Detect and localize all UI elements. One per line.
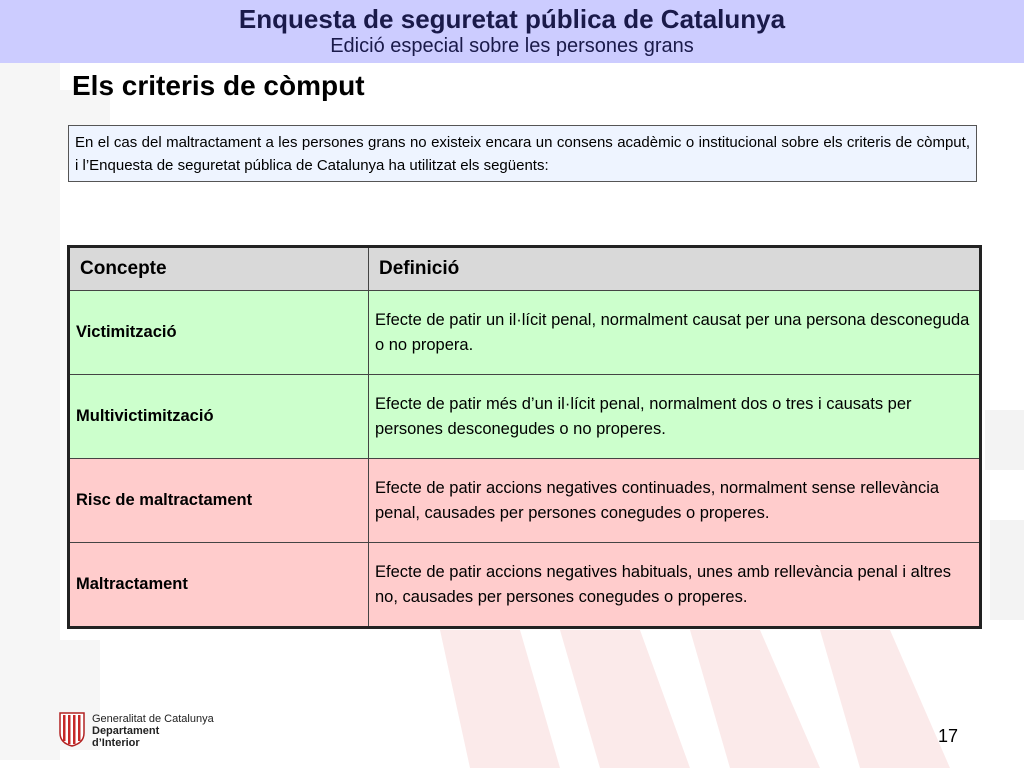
logo-line-3: d’Interior [92, 737, 140, 749]
logo-line-2: Departament [92, 725, 160, 737]
definition-cell: Efecte de patir més d’un il·lícit penal, normalment dos o tres i causats per persones desconegudes o no properes. [369, 375, 981, 459]
definition-cell: Efecte de patir un il·lícit penal, normalment causat per una persona desconeguda o no propera. [369, 291, 981, 375]
slide-subtitle: Edició especial sobre les persones grans [330, 35, 694, 57]
criteria-table [67, 245, 982, 629]
column-header-definition: Definició [369, 247, 981, 291]
table-header-row [69, 247, 981, 291]
table-row [69, 543, 981, 628]
page-number: 17 [938, 726, 959, 746]
column-header-concept: Concepte [69, 247, 369, 291]
generalitat-emblem-icon [58, 711, 86, 747]
slide-title: Enquesta de seguretat pública de Catalunya [238, 4, 786, 34]
logo-line-1: Generalitat de Catalunya [92, 713, 214, 725]
concept-cell: Victimització [69, 291, 369, 375]
table-row [69, 375, 981, 459]
definition-cell: Efecte de patir accions negatives habituals, unes amb rellevància penal i altres no, causades per persones conegudes o properes. [369, 543, 981, 628]
section-title: Els criteris de còmput [72, 70, 365, 101]
concept-cell: Multivictimització [69, 375, 369, 459]
intro-text-box: En el cas del maltractament a les persones grans no existeix encara un consens acadèmic o institucional sobre els criteris de còmput, i l’Enquesta de seguretat pública de Catalunya ha utilitzat els següents: [68, 125, 977, 182]
slide-header [0, 0, 1024, 63]
table-row [69, 459, 981, 543]
definition-cell: Efecte de patir accions negatives continuades, normalment sense rellevància penal, causades per persones conegudes o properes. [369, 459, 981, 543]
concept-cell: Maltractament [69, 543, 369, 628]
table-row [69, 291, 981, 375]
concept-cell: Risc de maltractament [69, 459, 369, 543]
generalitat-logo [58, 711, 238, 751]
